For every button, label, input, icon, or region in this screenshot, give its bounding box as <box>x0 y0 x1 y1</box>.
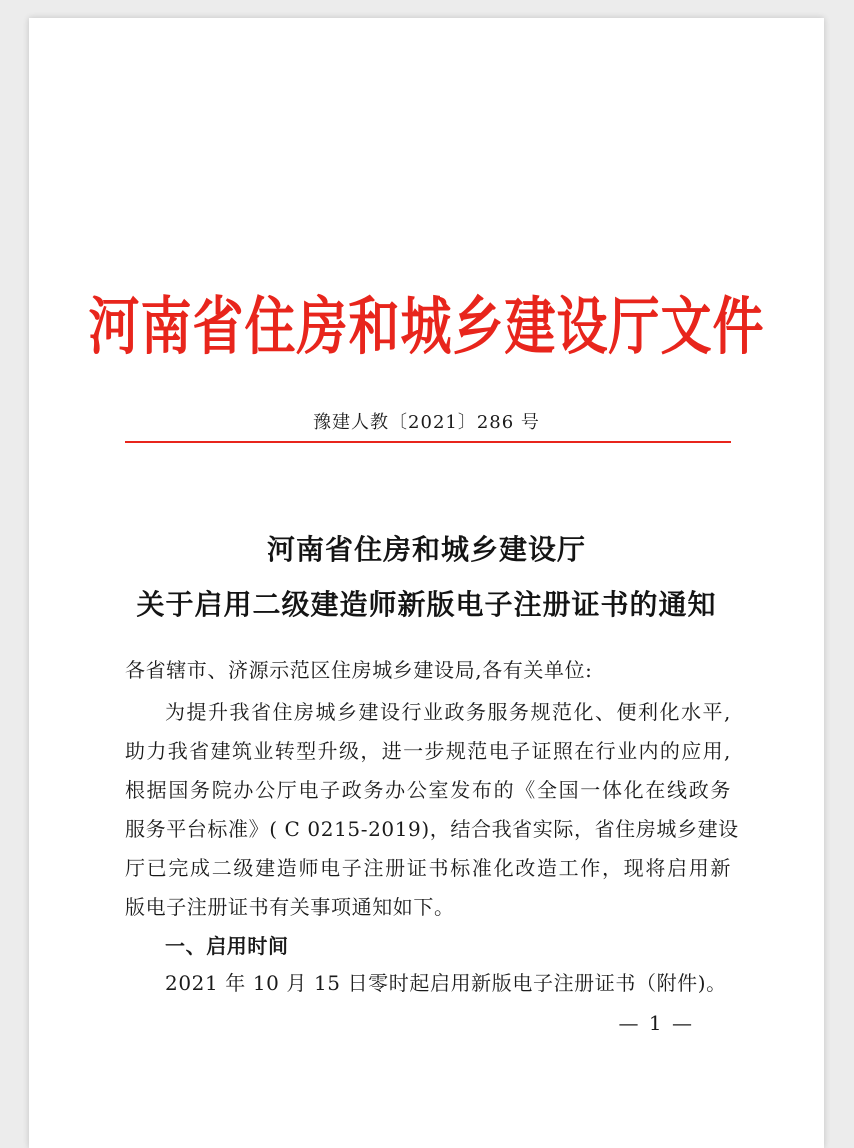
salutation: 各省辖市、济源示范区住房城乡建设局,各有关单位: <box>125 658 593 682</box>
paragraph-line: 版电子注册证书有关事项通知如下。 <box>125 895 455 919</box>
section-text: 2021 年 10 月 15 日零时起启用新版电子注册证书（附件)。 <box>165 971 727 995</box>
paragraph-line: 助力我省建筑业转型升级，进一步规范电子证照在行业内的应用, <box>125 739 731 763</box>
section-heading: 一、启用时间 <box>165 934 289 958</box>
paragraph-line: 厅已完成二级建造师电子注册证书标准化改造工作，现将启用新 <box>125 856 731 880</box>
red-divider-line <box>125 441 731 443</box>
document-page <box>29 18 824 1148</box>
title-line-2: 关于启用二级建造师新版电子注册证书的通知 <box>136 588 717 621</box>
paragraph-line: 服务平台标准》( C 0215-2019)，结合我省实际，省住房城乡建设 <box>125 817 739 841</box>
title-line-1: 河南省住房和城乡建设厅 <box>266 533 586 566</box>
page-number: — 1 — <box>618 1011 694 1035</box>
paragraph-line: 为提升我省住房城乡建设行业政务服务规范化、便利化水平, <box>165 700 731 724</box>
document-number: 豫建人教〔2021〕286 号 <box>313 412 540 433</box>
document-masthead: 河南省住房和城乡建设厅文件 <box>88 291 765 364</box>
paragraph-line: 根据国务院办公厅电子政务办公室发布的《全国一体化在线政务 <box>125 778 731 802</box>
